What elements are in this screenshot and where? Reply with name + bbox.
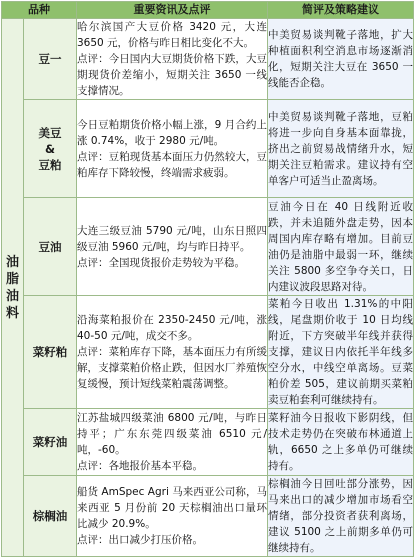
news-cell: 江苏盐城四级菜油 6800 元/吨，与昨日持平；广东东莞四级菜油 6510 元/吨，-60。 点评：各地报价基本平稳。: [77, 409, 268, 476]
product-name: 豆油: [24, 198, 77, 296]
header-news: 重要资讯及点评: [77, 2, 268, 19]
table-row: [2, 19, 414, 100]
table-row: [2, 409, 414, 476]
advice-cell: 棕榈油今日回吐部分涨势，因马来出口的减少增加市场看空情绪，部分投资者获利离场，建议 5100 之上前期多单仍可继续持有。: [268, 476, 414, 557]
product-name: 棕榈油: [24, 476, 77, 557]
product-name: 菜籽粕: [24, 296, 77, 409]
table-row: [2, 100, 414, 198]
news-cell: 沿海菜粕报价在 2350-2450 元/吨，涨 40-50 元/吨，成交不多。 点评：菜粕库存下降，基本面压力有所缓解，支撑菜粕价格止跌，但因水厂养殖恢复缓慢，预计短线菜粕震荡调整。: [77, 296, 268, 409]
table-row: [2, 476, 414, 557]
news-cell: 哈尔滨国产大豆价格 3420 元，大连 3650 元，价格与昨日相比变化不大。 点评：今日国内大豆期货价格下跌，大豆期现货价差缩小，短期关注 3650 一线支撑情况。: [77, 19, 268, 100]
news-cell: 大连三级豆油 5790 元/吨，山东日照四级豆油 5960 元/吨，均与昨日持平。 点评：全国现货报价走势较为平稳。: [77, 198, 268, 296]
product-name: 美豆 & 豆粕: [24, 100, 77, 198]
header-category: 品种: [2, 2, 77, 19]
product-name: 豆一: [24, 19, 77, 100]
advice-cell: 中美贸易谈判靴子落地，豆粕将进一步向自身基本面靠拢，挤出之前贸易战情绪升水，短期关注豆粕需求。建议持有空单客户可适当止盈离场。: [268, 100, 414, 198]
sector-label: 油 脂 油 料: [2, 19, 24, 557]
commodity-table: [1, 1, 414, 557]
product-name: 菜籽油: [24, 409, 77, 476]
table-row: [2, 198, 414, 296]
advice-cell: 菜粕今日收出 1.31%的中阳线，尾盘期价收于 10 日均线附近，下方突破半年线并获得支撑，建议日内依托半年线多空分水，中线空单离场。豆菜粕价差 505，建议前期买菜粕卖豆粕套利可继续持有。: [268, 296, 414, 409]
advice-cell: 豆油今日在 40 日线附近收跌，并未追随外盘走势，因本周国内库存略有增加。目前豆油仍是油脂中最弱一环，继续关注 5800 多空争夺关口，日内建议波段思路对待。: [268, 198, 414, 296]
table-row: [2, 296, 414, 409]
header-advice: 简评及策略建议: [268, 2, 414, 19]
header-row: [2, 2, 414, 19]
advice-cell: 中美贸易谈判靴子落地，扩大种植面积利空消息市场逐渐消化，短期关注大豆在 3650 一线能否企稳。: [268, 19, 414, 100]
advice-cell: 菜籽油今日报收下影阴线，但技术走势仍在突破布林通道上轨，6650 之上多单仍可继续持有。: [268, 409, 414, 476]
news-cell: 船货 AmSpec Agri 马来西亚公司称，马来西亚 5 月份前 20 天棕榈油出口量环比减少 20.9%。 点评：出口减少打压价格。: [77, 476, 268, 557]
news-cell: 今日豆粕期货价格小幅上涨，9 月合约上涨 0.74%，收于 2980 元/吨。 点评：豆粕现货基本面压力仍然较大，豆粕库存下降较慢，终端需求疲弱。: [77, 100, 268, 198]
